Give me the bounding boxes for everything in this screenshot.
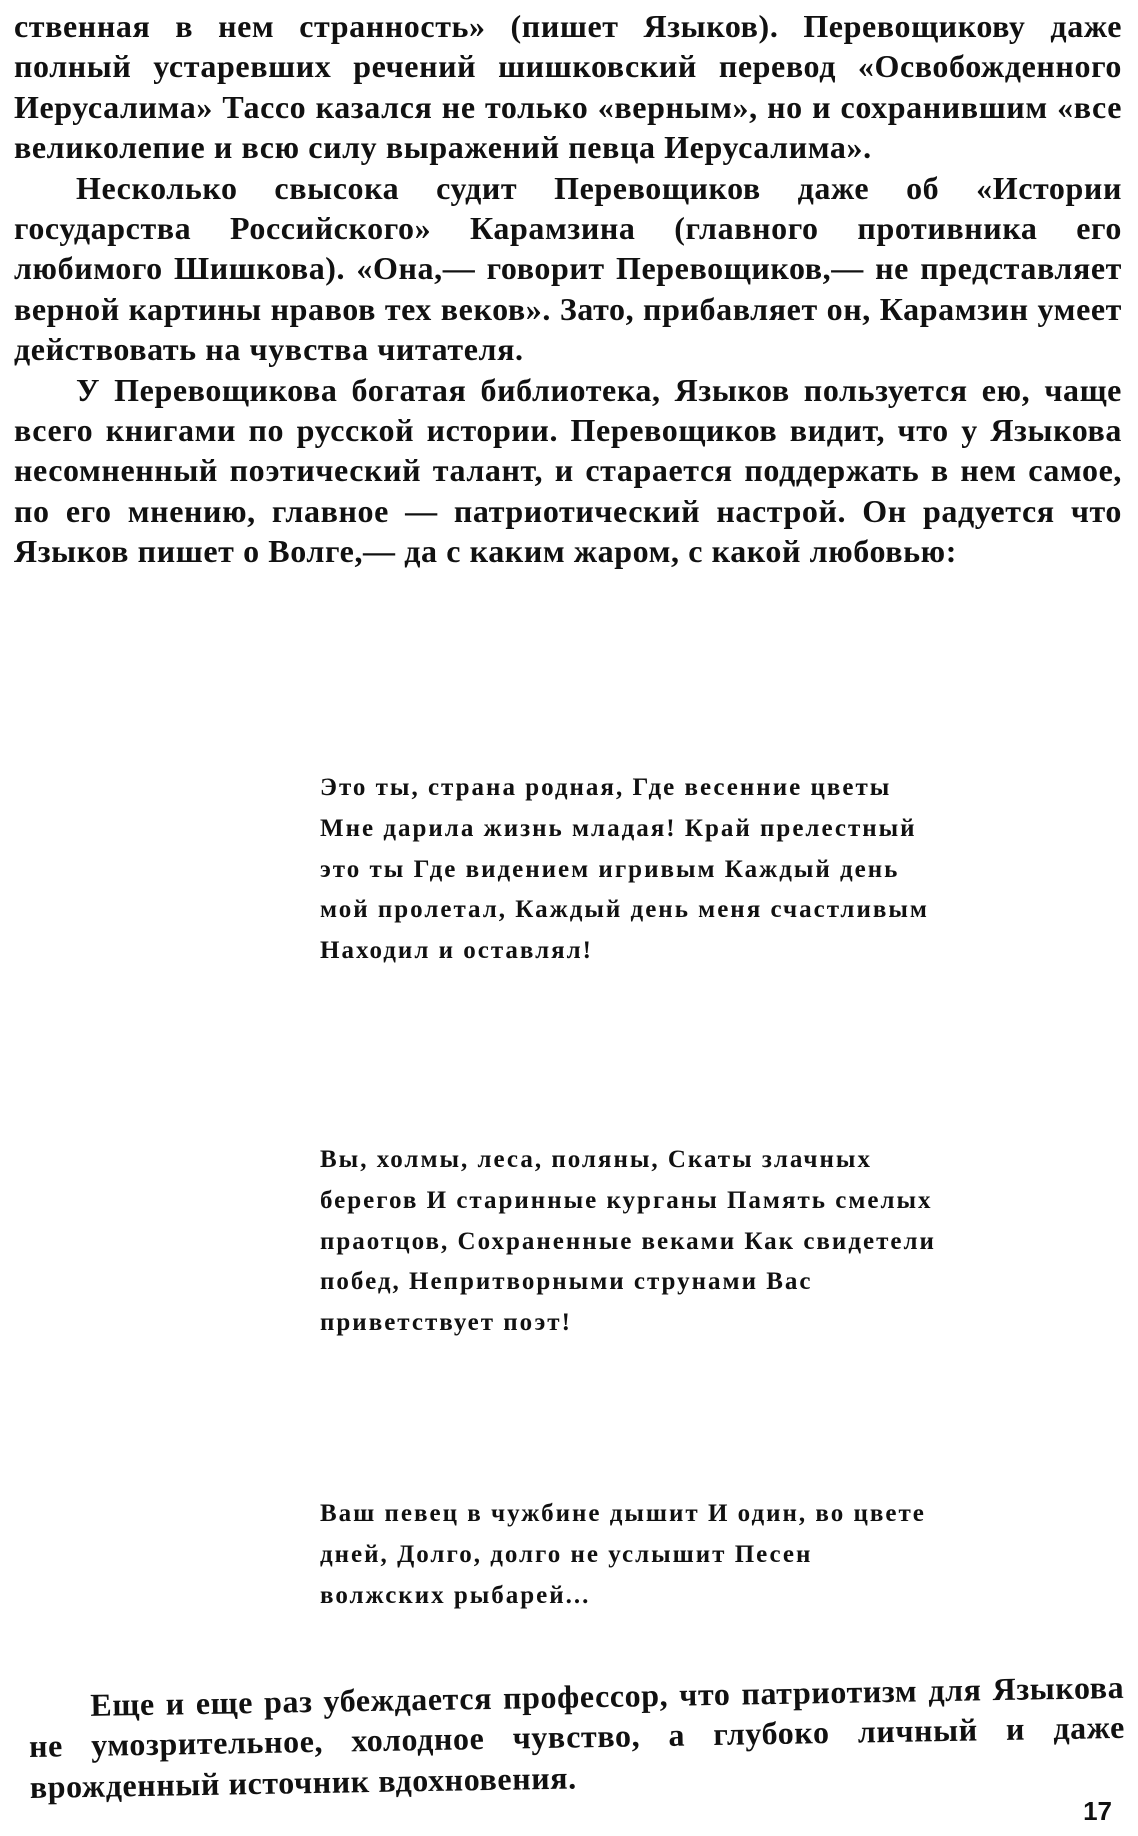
poem-line: Долго, долго не услышит: [397, 1540, 727, 1568]
body-text-top: [14, 6, 1122, 572]
poem-line: Ваш певец в чужбине дышит: [320, 1500, 700, 1527]
poem-stanza-2: [320, 1140, 940, 1344]
poem-line: Каждый день меня счастливым: [515, 896, 929, 924]
paragraph-2: Несколько свысока судит Перевощиков даже об «Истории государства Российского» Карамзина (главного противника его любимого Шишкова). «Она,— говорит Перевощиков,— не представляет верной картины нравов тех веков». Зато, прибавляет он, Карамзин умеет действовать на чувства читателя.: [14, 169, 1122, 368]
page-number: 17: [1083, 1796, 1112, 1826]
paragraph-4: Еще и еще раз убеждается профессор, что патриотизм для Языкова не умозрительное, холодное чувство, а глубоко личный и даже врожденный источник вдохновения.: [28, 1668, 1126, 1805]
paragraph-1: ственная в нем странность» (пишет Языков). Перевощикову даже полный устаревших речений шишковский перевод «Освобожденного Иерусалима» Тассо казался не только «верным», но и сохранившим «все великолепие и всю силу выражений певца Иерусалима».: [14, 8, 1122, 166]
poem-line: Песен волжских рыбарей...: [320, 1540, 813, 1609]
poem-line: Скаты злачных берегов: [320, 1146, 872, 1214]
poem-line: Как свидетели побед,: [320, 1227, 936, 1296]
poem-line: Сохраненные веками: [457, 1227, 737, 1255]
poem-stanza-1: [320, 768, 940, 972]
poem-line: Где весенние цветы: [632, 774, 892, 801]
poem-stanza-3: [320, 1494, 940, 1616]
paragraph-3: У Перевощикова богатая библиотека, Языков пользуется ею, чаще всего книгами по русской истории. Перевощиков видит, что у Языкова несомненный поэтический талант, и старается поддержать в нем самое, по его мнению, главное — патриотический настрой. Он радуется что Языков пишет о Волге,— да с каким жаром, с какой любовью:: [14, 371, 1122, 570]
poem-line: Находил и оставлял!: [320, 937, 594, 965]
body-text-bottom: [28, 1667, 1126, 1807]
poem-line: И один, во цвете дней,: [320, 1500, 926, 1568]
poem-line: И старинные курганы: [426, 1186, 719, 1214]
poem-line: Вас приветствует поэт!: [320, 1268, 813, 1337]
poem-line: Мне дарила жизнь младая!: [320, 814, 677, 842]
poem-line: Край прелестный это ты: [320, 814, 917, 883]
poem-line: Непритворными струнами: [409, 1268, 758, 1296]
poem-line: Каждый день мой пролетал,: [320, 855, 900, 924]
poem-line: Вы, холмы, леса, поляны,: [320, 1146, 660, 1173]
poem-line: Где видением игривым: [413, 855, 717, 883]
poem-line: Память смелых праотцов,: [320, 1186, 933, 1255]
poem-line: Это ты, страна родная,: [320, 774, 625, 801]
